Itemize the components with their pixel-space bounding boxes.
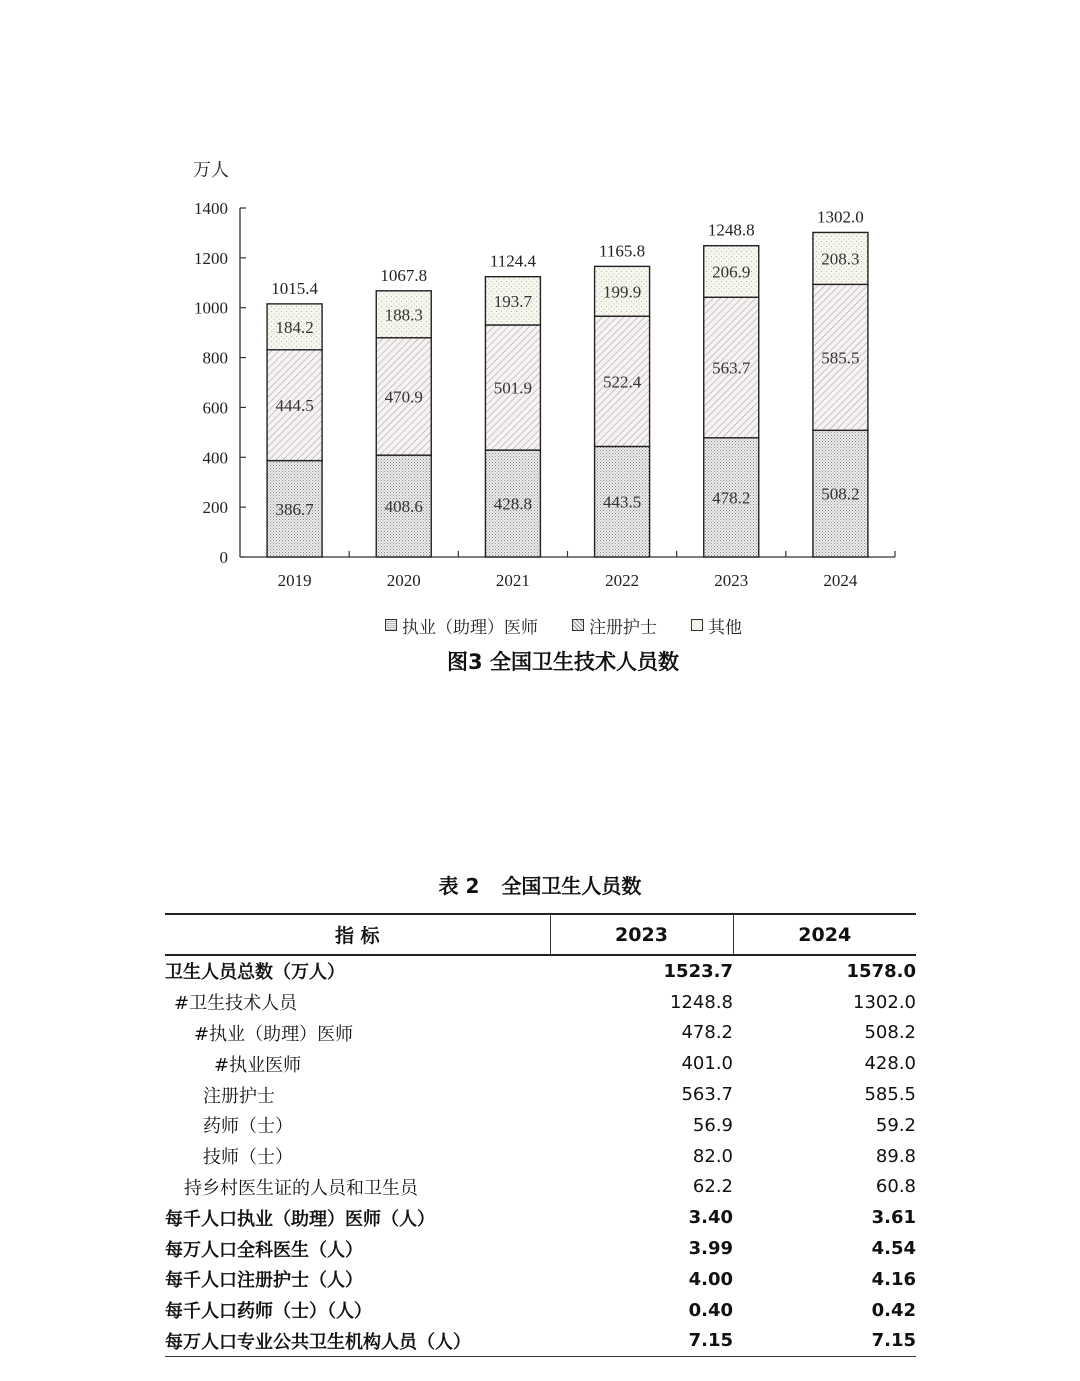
segment-value-label: 428.8 [493, 494, 533, 514]
y-tick-label: 800 [202, 348, 228, 368]
table-row [165, 1079, 916, 1110]
row-label: 每千人口注册护士（人） [165, 1270, 363, 1292]
value-2023: 56.9 [692, 1114, 733, 1136]
y-axis-unit-label: 万人 [193, 160, 229, 181]
table-row [165, 1326, 916, 1357]
x-tick-label: 2024 [823, 571, 858, 590]
row-label: #卫生技术人员 [174, 993, 298, 1015]
table-row [165, 1172, 916, 1203]
table-row [165, 1202, 916, 1233]
x-tick-label: 2022 [605, 571, 640, 590]
value-2024: 7.15 [733, 1326, 916, 1357]
row-label: 每万人口全科医生（人） [165, 1239, 363, 1261]
table-caption [0, 870, 1080, 899]
table-row [165, 987, 916, 1018]
value-2023: 4.00 [688, 1268, 733, 1290]
y-tick-label: 400 [202, 448, 228, 468]
segment-value-label: 470.9 [384, 387, 423, 407]
segment-value-label: 501.9 [493, 378, 533, 398]
bar-group-2022 [595, 241, 650, 557]
value-2023: 401.0 [681, 1053, 733, 1075]
x-tick-label: 2021 [495, 571, 530, 590]
value-2024: 59.2 [875, 1114, 916, 1136]
bar-group-2024 [813, 207, 868, 557]
segment-value-label: 206.9 [712, 262, 751, 282]
value-2023: 1248.8 [670, 991, 733, 1013]
y-tick-label: 0 [219, 548, 228, 567]
value-2024: 508.2 [864, 1022, 916, 1044]
row-label: 每万人口专业公共卫生机构人员（人） [165, 1326, 550, 1357]
segment-value-label: 199.9 [602, 282, 642, 302]
value-2024: 585.5 [864, 1084, 916, 1106]
sparse-dot-swatch-icon [691, 619, 703, 631]
hatched-swatch-icon [572, 619, 584, 631]
value-2024: 1578.0 [846, 960, 916, 982]
table-row [165, 1233, 916, 1264]
segment-value-label: 193.7 [493, 291, 533, 311]
value-2024: 0.42 [871, 1299, 916, 1321]
row-label: 注册护士 [203, 1085, 275, 1107]
table-row [165, 1110, 916, 1141]
segment-value-label: 444.5 [275, 396, 314, 416]
bar-total-label: 1248.8 [707, 220, 755, 240]
y-tick-label: 1000 [194, 298, 228, 318]
value-2024: 4.54 [871, 1238, 916, 1260]
segment-value-label: 443.5 [602, 492, 642, 512]
bar-total-label: 1302.0 [817, 207, 864, 227]
value-2024: 60.8 [875, 1176, 916, 1198]
table-title: 全国卫生人员数 [501, 874, 642, 898]
table-row [165, 1264, 916, 1295]
legend-label: 其他 [708, 617, 742, 638]
segment-value-label: 585.5 [821, 348, 860, 368]
row-label: 卫生人员总数（万人） [165, 962, 345, 984]
legend-item-doctors [385, 613, 538, 638]
chart-plot-area [0, 0, 1080, 610]
segment-value-label: 563.7 [712, 358, 751, 378]
value-2023: 478.2 [681, 1022, 733, 1044]
segment-value-label: 408.6 [384, 497, 423, 517]
header-2023: 2023 [550, 914, 733, 955]
segment-value-label: 208.3 [821, 249, 860, 269]
segment-value-label: 508.2 [821, 484, 860, 504]
header-2024: 2024 [733, 914, 916, 955]
value-2023: 563.7 [681, 1084, 733, 1106]
table-row [165, 1018, 916, 1049]
value-2023: 7.15 [550, 1326, 733, 1357]
row-label: 每千人口执业（助理）医师（人） [165, 1208, 435, 1230]
row-label: #执业医师 [214, 1054, 302, 1076]
bar-total-label: 1015.4 [271, 278, 318, 298]
dotted-swatch-icon [385, 619, 397, 631]
bar-total-label: 1067.8 [380, 265, 428, 285]
y-tick-label: 1400 [194, 199, 228, 218]
row-label: 每千人口药师（士）（人） [165, 1301, 372, 1323]
row-label: 技师（士） [203, 1147, 293, 1169]
value-2024: 4.16 [871, 1268, 916, 1290]
value-2023: 1523.7 [663, 960, 733, 982]
value-2023: 62.2 [692, 1176, 733, 1198]
segment-value-label: 188.3 [384, 305, 423, 325]
bar-group-2021 [485, 252, 540, 557]
row-label: #执业（助理）医师 [194, 1023, 354, 1045]
legend-label: 执业（助理）医师 [402, 617, 538, 638]
table-header-row [165, 914, 916, 955]
y-tick-label: 600 [202, 398, 228, 418]
table-row [165, 1048, 916, 1079]
bar-total-label: 1165.8 [599, 241, 646, 261]
health-personnel-table [165, 913, 916, 1357]
value-2024: 428.0 [864, 1053, 916, 1075]
legend-item-nurses [572, 613, 657, 638]
value-2024: 1302.0 [853, 991, 916, 1013]
legend-label: 注册护士 [589, 617, 657, 638]
chart-bars [267, 207, 868, 557]
row-label: 持乡村医生证的人员和卫生员 [184, 1177, 418, 1199]
x-tick-label: 2020 [386, 571, 421, 590]
bar-group-2019 [267, 279, 322, 557]
value-2023: 0.40 [688, 1299, 733, 1321]
value-2023: 3.40 [688, 1207, 733, 1229]
segment-value-label: 522.4 [602, 372, 642, 392]
bar-group-2020 [376, 266, 431, 557]
y-tick-label: 1200 [194, 248, 228, 268]
y-tick-label: 200 [202, 498, 228, 518]
bar-total-label: 1124.4 [489, 251, 536, 271]
value-2024: 3.61 [871, 1207, 916, 1229]
segment-value-label: 386.7 [275, 499, 314, 519]
x-tick-label: 2019 [277, 571, 312, 590]
x-tick-label: 2023 [714, 571, 749, 590]
bar-group-2023 [704, 221, 759, 557]
row-label: 药师（士） [203, 1116, 293, 1138]
value-2024: 89.8 [875, 1145, 916, 1167]
legend-item-others [691, 613, 742, 638]
table-row [165, 955, 916, 987]
chart-title: 图3 全国卫生技术人员数 [447, 650, 679, 674]
value-2023: 82.0 [692, 1145, 733, 1167]
value-2023: 3.99 [688, 1238, 733, 1260]
segment-value-label: 184.2 [275, 317, 314, 337]
chart-legend [385, 612, 805, 638]
table-row [165, 1295, 916, 1326]
segment-value-label: 478.2 [712, 488, 751, 508]
table-number: 表 2 [438, 874, 480, 898]
header-indicator: 指 标 [165, 914, 550, 955]
table-row [165, 1141, 916, 1172]
